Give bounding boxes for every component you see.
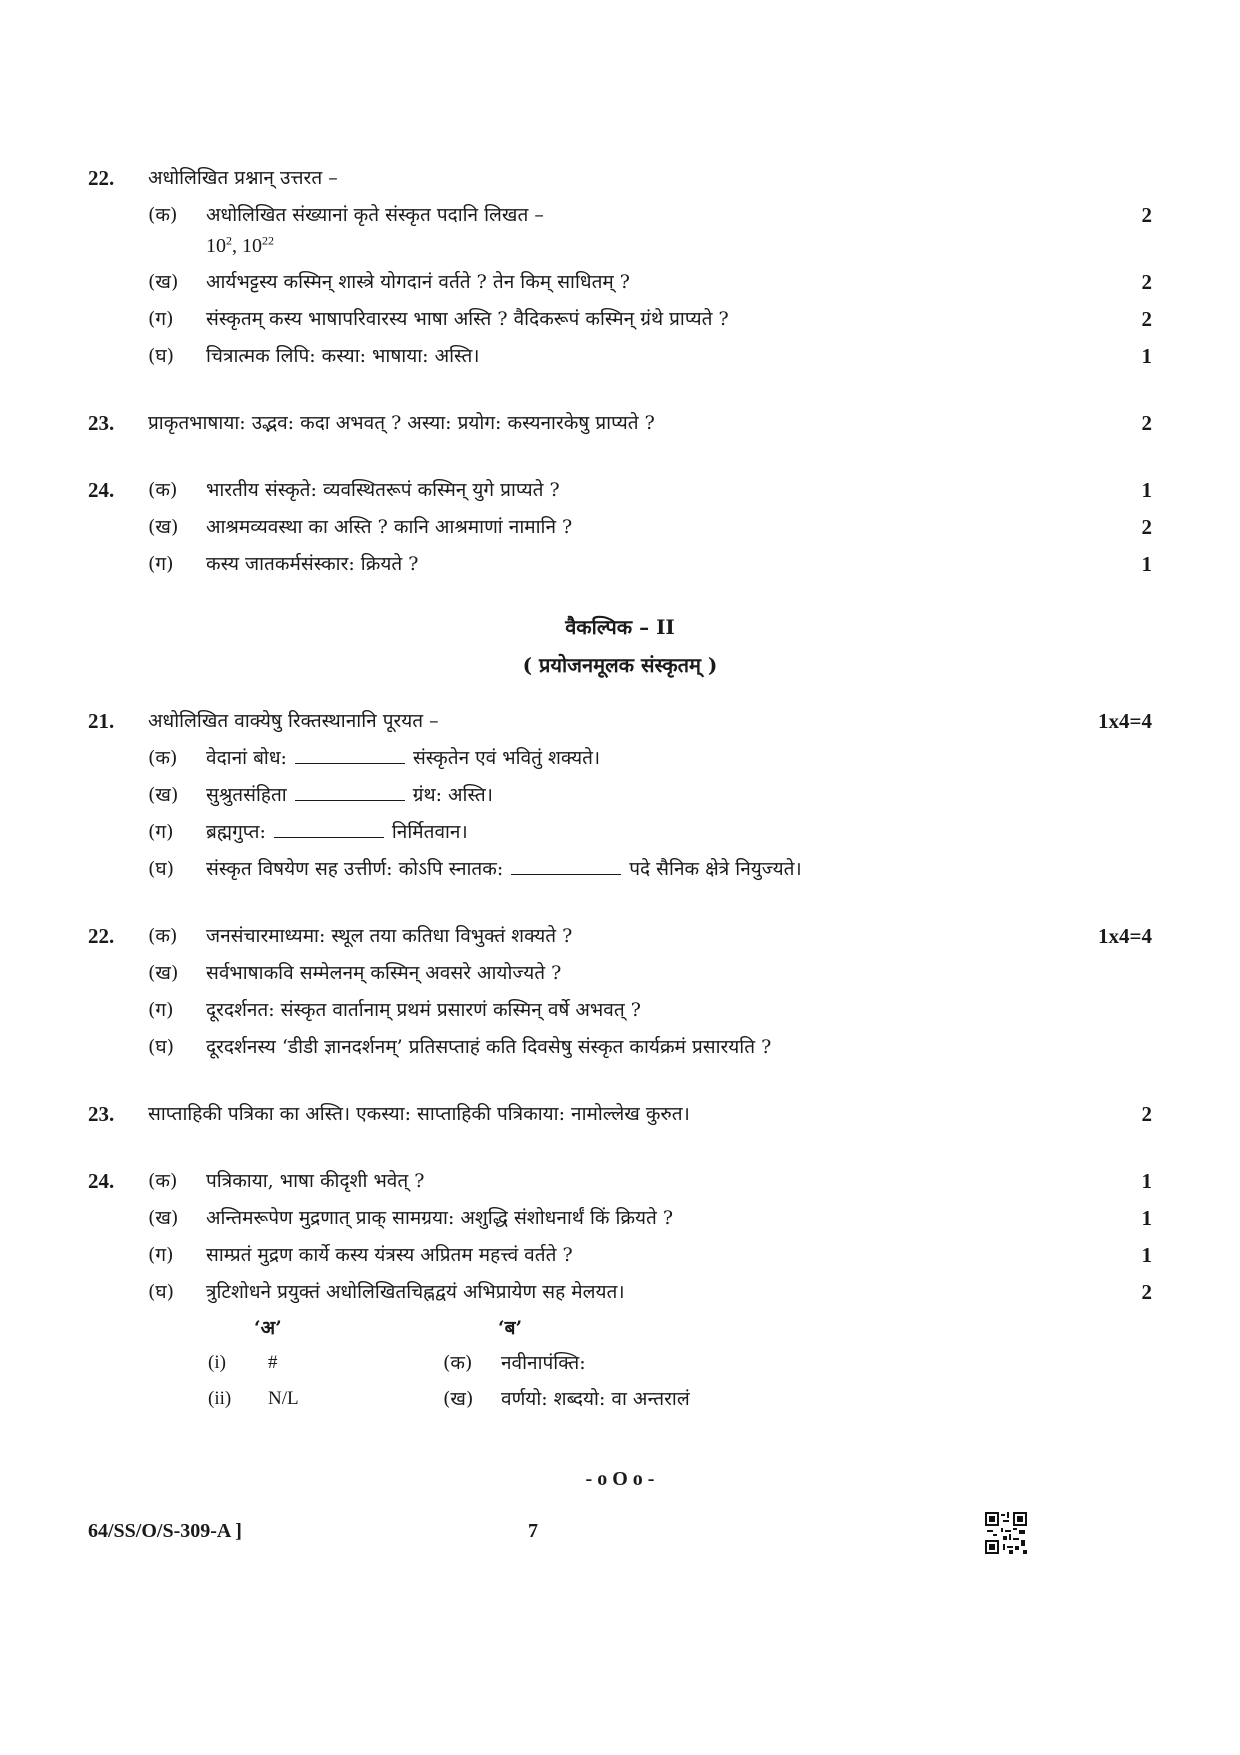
- subquestion-label: (ख): [148, 962, 179, 984]
- page-number: 7: [528, 1520, 538, 1542]
- question-row: [88, 1096, 1152, 1133]
- question-22-option2: [88, 918, 1152, 1066]
- column-b-heading: ‘ब’: [498, 1317, 523, 1339]
- subquestion-row: [88, 1163, 1152, 1200]
- subquestion-row: [88, 1237, 1152, 1274]
- fill-blank-text: संस्कृत विषयेण सह उत्तीर्ण: कोऽपि स्नातक: पदे सैनिक क्षेत्रे नियुज्यते।: [206, 851, 802, 888]
- question-number: 23.: [88, 411, 115, 435]
- subquestion-row: [88, 197, 1152, 234]
- subquestion-row: [88, 955, 1152, 992]
- subquestion-label: (ख): [148, 1207, 179, 1229]
- subquestion-label: (घ): [148, 1281, 175, 1303]
- question-21-intro-row: [88, 703, 1152, 740]
- subquestion-text: चित्रात्मक लिपि: कस्या: भाषाया: अस्ति।: [206, 345, 480, 367]
- subquestion-label: (क): [148, 925, 178, 947]
- subquestion-text: भारतीय संस्कृते: व्यवस्थितरूपं कस्मिन् युगे प्राप्यते ?: [206, 479, 560, 501]
- subquestion-label: (ग): [148, 999, 174, 1021]
- subquestion-label: (क): [148, 204, 178, 226]
- marks: 2: [1141, 515, 1152, 539]
- question-number: 23.: [88, 1102, 115, 1126]
- match-label: (क): [443, 1352, 473, 1374]
- marks: 1x4=4: [1098, 709, 1152, 733]
- blank-line: [295, 743, 405, 764]
- subquestion-row: [88, 472, 1152, 509]
- subquestion-row: [88, 546, 1152, 583]
- end-of-paper-mark: - o O o -: [585, 1468, 655, 1490]
- match-table-header: [88, 1311, 1152, 1345]
- blank-line: [274, 817, 384, 838]
- paper-code: 64/SS/O/S-309-A ]: [88, 1520, 242, 1542]
- subquestion-row: [88, 1200, 1152, 1237]
- marks: 1: [1141, 1206, 1152, 1230]
- match-symbol: N/L: [268, 1388, 299, 1409]
- marks: 2: [1141, 1102, 1152, 1126]
- subquestion-text: त्रुटिशोधने प्रयुक्तं अधोलिखितचिह्नद्वयं अभिप्रायेण सह मेलयत।: [206, 1281, 625, 1303]
- fill-blank-text: वेदानां बोध: संस्कृतेन एवं भवितुं शक्यते।: [206, 740, 600, 777]
- question-text: साप्ताहिकी पत्रिका का अस्ति। एकस्या: साप्ताहिकी पत्रिकाया: नामोल्लेख कुरुत।: [148, 1103, 690, 1125]
- fill-blank-row: [88, 777, 1152, 814]
- match-table-row: [88, 1381, 1152, 1417]
- numbers-to-write: $10^2$, $10^{22}$: [206, 233, 274, 257]
- subquestion-text: सर्वभाषाकवि सम्मेलनम् कस्मिन् अवसरे आयोज्यते ?: [206, 962, 562, 984]
- match-index: (ii): [208, 1388, 232, 1409]
- subquestion-label: (ख): [148, 271, 179, 293]
- marks: 2: [1141, 203, 1152, 227]
- subquestion-label: (ख): [148, 516, 179, 538]
- marks: 2: [1141, 307, 1152, 331]
- marks: 1: [1141, 552, 1152, 576]
- subquestion-text: कस्य जातकर्मसंस्कार: क्रियते ?: [206, 553, 419, 575]
- subquestion-label: (क): [148, 1170, 178, 1192]
- subquestion-text: आर्यभट्टस्य कस्मिन् शास्त्रे योगदानं वर्तते ? तेन किम् साधितम् ?: [206, 271, 630, 293]
- marks: 2: [1141, 411, 1152, 435]
- match-meaning: नवीनापंक्ति:: [501, 1352, 586, 1374]
- question-number: 22.: [88, 166, 115, 190]
- subquestion-text: संस्कृतम् कस्य भाषापरिवारस्य भाषा अस्ति ? वैदिकरूपं कस्मिन् ग्रंथे प्राप्यते ?: [206, 308, 729, 330]
- subquestion-row: [88, 301, 1152, 338]
- match-meaning: वर्णयो: शब्दयो: वा अन्तरालं: [501, 1388, 690, 1410]
- marks: 2: [1141, 270, 1152, 294]
- question-23-option1: [88, 405, 1152, 442]
- marks: 1: [1141, 478, 1152, 502]
- subquestion-row: [88, 1274, 1152, 1311]
- question-number: 22.: [88, 924, 115, 948]
- marks: 1: [1141, 344, 1152, 368]
- fill-blank-row: [88, 740, 1152, 777]
- question-row: [88, 405, 1152, 442]
- subquestion-text: साम्प्रतं मुद्रण कार्ये कस्य यंत्रस्य अप्रितम महत्त्वं वर्तते ?: [206, 1244, 573, 1266]
- fill-blank-row: [88, 814, 1152, 851]
- question-22-option1: [88, 160, 1152, 375]
- subquestion-text: जनसंचारमाध्यमा: स्थूल तया कतिधा विभुक्तं शक्यते ?: [206, 925, 573, 947]
- blank-line: [295, 780, 405, 801]
- marks: 1x4=4: [1098, 924, 1152, 948]
- blank-line: [511, 854, 621, 875]
- match-symbol: #: [268, 1352, 278, 1373]
- question-24-option2: [88, 1163, 1152, 1417]
- numbers-row: [88, 234, 1152, 264]
- qr-code-icon: [985, 1512, 1027, 1554]
- subquestion-label: (ग): [148, 1244, 174, 1266]
- question-number: 24.: [88, 478, 115, 502]
- subquestion-label: (घ): [148, 1036, 175, 1058]
- question-number: 24.: [88, 1169, 115, 1193]
- question-intro: अधोलिखित वाक्येषु रिक्तस्थानानि पूरयत –: [148, 710, 439, 732]
- subquestion-row: [88, 1029, 1152, 1066]
- subquestion-label: (ग): [148, 821, 174, 843]
- subquestion-text: दूरदर्शनत: संस्कृत वार्तानाम् प्रथमं प्रसारणं कस्मिन् वर्षे अभवत् ?: [206, 999, 641, 1021]
- marks: 1: [1141, 1243, 1152, 1267]
- marks: 1: [1141, 1169, 1152, 1193]
- question-text: प्राकृतभाषाया: उद्भव: कदा अभवत् ? अस्या: प्रयोग: कस्यनारकेषु प्राप्यते ?: [148, 412, 655, 434]
- match-table-row: [88, 1345, 1152, 1381]
- question-22-intro-row: [88, 160, 1152, 197]
- fill-blank-text: ब्रह्मगुप्त: निर्मितवान।: [206, 814, 468, 851]
- fill-blank-row: [88, 851, 1152, 888]
- subquestion-row: [88, 338, 1152, 375]
- subquestion-row: [88, 264, 1152, 301]
- match-index: (i): [208, 1352, 226, 1373]
- subquestion-text: अन्तिमरूपेण मुद्रणात् प्राक् सामग्रया: अशुद्धि संशोधनार्थं किं क्रियते ?: [206, 1207, 674, 1229]
- section-subheading: ( प्रयोजनमूलक संस्कृतम् ): [522, 653, 718, 677]
- section-heading: वैकल्पिक – II: [565, 615, 675, 639]
- match-label: (ख): [443, 1388, 474, 1410]
- column-a-heading: ‘अ’: [254, 1317, 282, 1339]
- marks: 2: [1141, 1280, 1152, 1304]
- subquestion-text: आश्रमव्यवस्था का अस्ति ? कानि आश्रमाणां नामानि ?: [206, 516, 573, 538]
- question-24-option1: [88, 472, 1152, 583]
- fill-blank-text: सुश्रुतसंहिता ग्रंथ: अस्ति।: [206, 777, 493, 814]
- subquestion-label: (ग): [148, 553, 174, 575]
- question-number: 21.: [88, 709, 115, 733]
- subquestion-row: [88, 509, 1152, 546]
- subquestion-label: (ख): [148, 784, 179, 806]
- subquestion-label: (घ): [148, 345, 175, 367]
- question-21-option2: [88, 703, 1152, 888]
- subquestion-row: [88, 918, 1152, 955]
- subquestion-label: (ग): [148, 308, 174, 330]
- subquestion-label: (घ): [148, 858, 175, 880]
- subquestion-label: (क): [148, 747, 178, 769]
- subquestion-text: पत्रिकाया, भाषा कीदृशी भवेत् ?: [206, 1170, 425, 1192]
- subquestion-text: दूरदर्शनस्य ‘डीडी ज्ञानदर्शनम्’ प्रतिसप्ताहं कति दिवसेषु संस्कृत कार्यक्रमं प्रसारयति ?: [206, 1036, 772, 1058]
- subquestion-label: (क): [148, 479, 178, 501]
- question-23-option2: [88, 1096, 1152, 1133]
- question-paper-content: [88, 160, 1152, 1447]
- subquestion-text: अधोलिखित संख्यानां कृते संस्कृत पदानि लिखत –: [206, 204, 544, 226]
- question-intro: अधोलिखित प्रश्नान् उत्तरत –: [148, 167, 338, 189]
- subquestion-row: [88, 992, 1152, 1029]
